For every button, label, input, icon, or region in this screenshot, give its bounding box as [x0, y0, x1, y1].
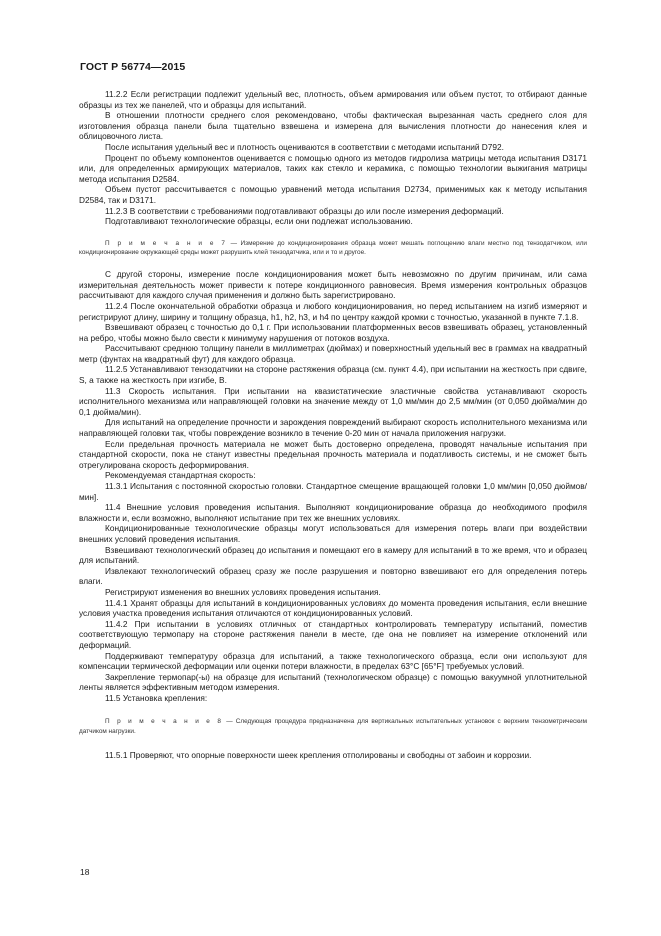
- paragraph: Закрепление термопар(-ы) на образце для испытаний (технологическом образце) с помощью вакуумной уплотнительной ленты является эффективным методом измерения.: [79, 671, 587, 693]
- note-text: — Измерение до кондиционирования образца может мешать поглощению влаги местно под тензодатчиком, или кондиционирование окружающей среды может разрушить клей тензодатчика, или и то и другое.: [79, 239, 587, 256]
- section-b: [79, 269, 587, 703]
- paragraph: В отношении плотности среднего слоя рекомендовано, чтобы фактическая вырезанная часть среднего слоя для изготовления образца панели была тщательно взвешена и измерена для вычисления плотности до нанесения клея и облицовочного листа.: [79, 110, 587, 142]
- document-body: [79, 89, 587, 760]
- paragraph: 11.2.4 После окончательной обработки образца и любого кондиционирования, но перед испытанием на изгиб измеряют и регистрируют длину, ширину и толщину образца, h1, h2, h3, и h4 по центру каждой кромки с точностью, указанной в пункте 7.1.8.: [79, 300, 587, 322]
- paragraph: 11.4.2 При испытании в условиях отличных от стандартных контролировать температуру испытаний, поместив соответствующую термопару на стороне растяжения панели в месте, где она не повлияет на измерение отклонений или деформаций.: [79, 618, 587, 650]
- section-c: [79, 750, 587, 761]
- note-text: — Следующая процедура предназначена для вертикальных испытательных установок с верхним тензометрическим датчиком нагрузки.: [79, 718, 587, 735]
- paragraph: Для испытаний на определение прочности и зарождения повреждений выбирают скорость исполнительного механизма или направляющей головки так, чтобы повреждение возникло в течение 0-20 мин от начала приложения нагрузки.: [79, 417, 587, 439]
- note-7: [79, 239, 587, 257]
- paragraph: 11.2.3 В соответствии с требованиями подготавливают образцы до или после измерения деформаций.: [105, 205, 504, 216]
- note-label: П р и м е ч а н и е 7: [105, 239, 228, 247]
- paragraph: Рекомендуемая стандартная скорость:: [105, 470, 256, 481]
- paragraph: Подготавливают технологические образцы, если они подлежат использованию.: [105, 216, 413, 227]
- paragraph: 11.2.2 Если регистрации подлежит удельный вес, плотность, объем армирования или объем пустот, то отбирают данные образцы из тех же панелей, что и образцы для испытаний.: [79, 89, 587, 110]
- paragraph: 11.3 Скорость испытания. При испытании на квазистатические эластичные свойства устанавливают скорость исполнительного механизма или направляющей головки на значение между от 1,0 мм/мин до 2,5 мм/мин (от 0,050 дюйма/мин до 0,1 дюйма/мин).: [79, 385, 587, 417]
- paragraph: 11.4.1 Хранят образцы для испытаний в кондиционированных условиях до момента проведения испытания, если внешние условия участка проведения испытания отличаются от кондиционированных условий.: [79, 597, 587, 619]
- paragraph: Рассчитывают среднюю толщину панели в миллиметрах (дюймах) и поверхностный удельный вес в граммах на квадратный метр (фунтах на квадратный фут) для каждого образца.: [79, 343, 587, 364]
- note-label: П р и м е ч а н и е 8: [105, 718, 224, 726]
- document-header: ГОСТ Р 56774—2015: [80, 61, 186, 73]
- note-8: [79, 717, 587, 735]
- paragraph: С другой стороны, измерение после кондиционирования может быть невозможно по другим причинам, или сама измерительная деятельность может привести к потере кондиционного равновесия. Время измерения контрольных образцов рассчитывают для каждого случая применения и должно быть зарегистрировано.: [79, 269, 587, 301]
- paragraph: Если предельная прочность материала не может быть достоверно определена, проводят начальные испытания при стандартной скорости, пока не станут известны предельная прочность материала и податливость системы, и не сможет быть отрегулирована скорость деформирования.: [79, 438, 587, 470]
- paragraph: 11.5 Установка крепления:: [105, 692, 208, 703]
- paragraph: Взвешивают технологический образец до испытания и помещают его в камеру для испытаний в то же время, что и образец для испытаний.: [79, 544, 587, 566]
- paragraph: Взвешивают образец с точностью до 0,1 г. При использовании платформенных весов взвешивать образец, установленный на ребро, чтобы можно было свести к минимуму нарушения от потоков воздуха.: [79, 322, 587, 343]
- section-a: [79, 89, 587, 227]
- paragraph: 11.5.1 Проверяют, что опорные поверхности шеек крепления отполированы и свободны от забоин и коррозии.: [105, 749, 532, 760]
- page-number: 18: [80, 867, 90, 877]
- paragraph: Поддерживают температуру образца для испытаний, а также технологического образца, если они используют для компенсации термической деформации или оценки потери влажности, в пределах 63°С [65°F] требуемых условий.: [79, 650, 587, 672]
- paragraph: После испытания удельный вес и плотность оцениваются в соответствии с методами испытаний D792.: [105, 141, 504, 152]
- paragraph: 11.4 Внешние условия проведения испытания. Выполняют кондиционирование образца до необходимого профиля влажности и, если возможно, выполняют испытание при тех же внешних условиях.: [79, 502, 587, 523]
- paragraph: Кондиционированные технологические образцы могут использоваться для измерения потерь влаги при воздействии внешних условий проведения испытания.: [79, 523, 587, 544]
- paragraph: Извлекают технологический образец сразу же после разрушения и повторно взвешивают его для определения потерь влаги.: [79, 565, 587, 587]
- paragraph: Регистрируют изменения во внешних условиях проведения испытания.: [105, 586, 381, 597]
- paragraph: 11.2.5 Устанавливают тензодатчики на стороне растяжения образца (см. пункт 4.4), при испытании на жесткость при сдвиге, S, а также на жесткость при изгибе, В.: [79, 364, 587, 386]
- paragraph: Процент по объему компонентов оценивается с помощью одного из методов гидролиза матрицы метода испытания D3171 или, для определенных армирующих материалов, таких как стекло и керамика, с помощью технологии выжигания матрицы метода испытания D2584.: [79, 152, 587, 184]
- paragraph: Объем пустот рассчитывается с помощью уравнений метода испытания D2734, применимых как к методу испытания D2584, так и D3171.: [79, 184, 587, 205]
- paragraph: 11.3.1 Испытания с постоянной скоростью головки. Стандартное смещение вращающей головки 1,0 мм/мин [0,050 дюймов/мин].: [79, 481, 587, 502]
